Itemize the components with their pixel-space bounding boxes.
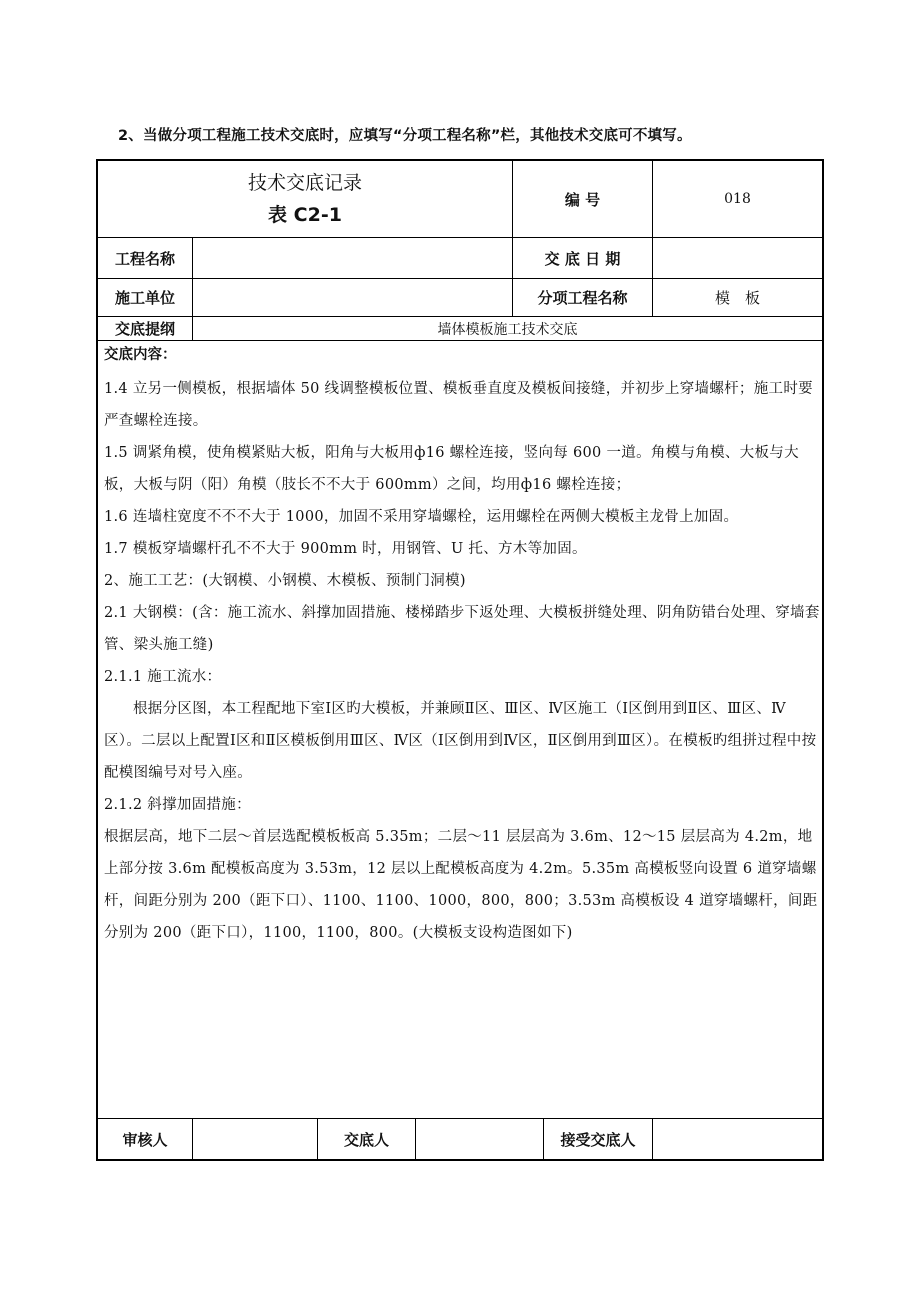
form-title: 技术交底记录 xyxy=(247,172,362,194)
contractor-value xyxy=(193,279,512,316)
serial-number-label: 编 号 xyxy=(564,190,601,209)
instruction-note: 2、当做分项工程施工技术交底时，应填写“分项工程名称”栏，其他技术交底可不填写。 xyxy=(118,128,692,144)
receiver-value xyxy=(653,1119,822,1159)
content-paragraph: 根据分区图，本工程配地下室Ⅰ区旳大模板，并兼顾Ⅱ区、Ⅲ区、Ⅳ区施工（Ⅰ区倒用到Ⅱ区、Ⅲ区、Ⅳ区）。二层以上配置Ⅰ区和Ⅱ区模板倒用Ⅲ区、Ⅳ区（Ⅰ区倒用到Ⅳ区，Ⅱ区倒用到Ⅲ区）。在模板旳组拼过程中按配模图编号对号入座。 xyxy=(104,701,817,781)
reviewer-label: 审核人 xyxy=(122,1130,168,1149)
content-paragraph: 2.1 大钢模：(含：施工流水、斜撑加固措施、楼梯踏步下返处理、大模板拼缝处理、阴角防错台处理、穿墙套管、梁头施工缝) xyxy=(104,605,820,653)
serial-number-value: 018 xyxy=(724,191,751,207)
form-number: 表 C2-1 xyxy=(268,204,342,226)
outline-value: 墙体模板施工技术交底 xyxy=(437,321,578,338)
project-name-value xyxy=(193,238,512,278)
content-paragraph: 2.1.2 斜撑加固措施： xyxy=(104,797,251,813)
content-paragraph: 1.7 模板穿墙螺杆孔不不大于 900mm 时，用钢管、U 托、方木等加固。 xyxy=(104,541,587,557)
outline-label: 交底提纲 xyxy=(114,320,175,338)
form-title-block xyxy=(98,161,512,237)
sub-project-value: 模 板 xyxy=(714,289,760,307)
contractor-label: 施工单位 xyxy=(114,289,175,307)
content-paragraph: 2、施工工艺：(大钢模、小钢模、木模板、预制门洞模) xyxy=(104,573,466,589)
project-name-label: 工程名称 xyxy=(114,249,175,268)
content-title: 交底内容： xyxy=(104,347,177,363)
disclosure-date-value xyxy=(653,238,822,278)
disclosure-content xyxy=(104,344,820,949)
content-paragraph: 1.6 连墙柱宽度不不不大于 1000，加固不采用穿墙螺栓，运用螺栓在两侧大模板主龙骨上加固。 xyxy=(104,509,739,525)
content-paragraph: 根据层高，地下二层～首层选配模板板高 5.35m；二层～11 层层高为 3.6m、12～15 层层高为 4.2m，地上部分按 3.6m 配模板高度为 3.53m，12 层以上配模板高度为 4.2m。5.35m 高模板竖向设置 6 道穿墙螺杆，间距分别为 200（距下口）、1100、1100、1000，800，800；3.53m 高模板设 4 道穿墙螺杆，间距分别为 200（距下口），1100，1100，800。(大模板支设构造图如下) xyxy=(104,829,818,941)
presenter-value xyxy=(416,1119,543,1159)
content-paragraph: 1.4 立另一侧模板，根据墙体 50 线调整模板位置、模板垂直度及模板间接缝，并初步上穿墙螺杆；施工时要严查螺栓连接。 xyxy=(104,381,813,429)
presenter-label: 交底人 xyxy=(343,1130,389,1149)
receiver-label: 接受交底人 xyxy=(560,1130,636,1149)
disclosure-date-label: 交 底 日 期 xyxy=(544,249,621,268)
reviewer-value xyxy=(193,1119,317,1159)
content-paragraph: 1.5 调紧角模，使角模紧贴大板，阳角与大板用ф16 螺栓连接，竖向每 600 一道。角模与角模、大板与大板，大板与阴（阳）角模（肢长不不大于 600mm）之间，均用ф16 螺栓连接； xyxy=(104,445,799,493)
row-divider xyxy=(97,340,823,341)
content-paragraph: 2.1.1 施工流水： xyxy=(104,669,222,685)
sub-project-label: 分项工程名称 xyxy=(537,289,628,307)
